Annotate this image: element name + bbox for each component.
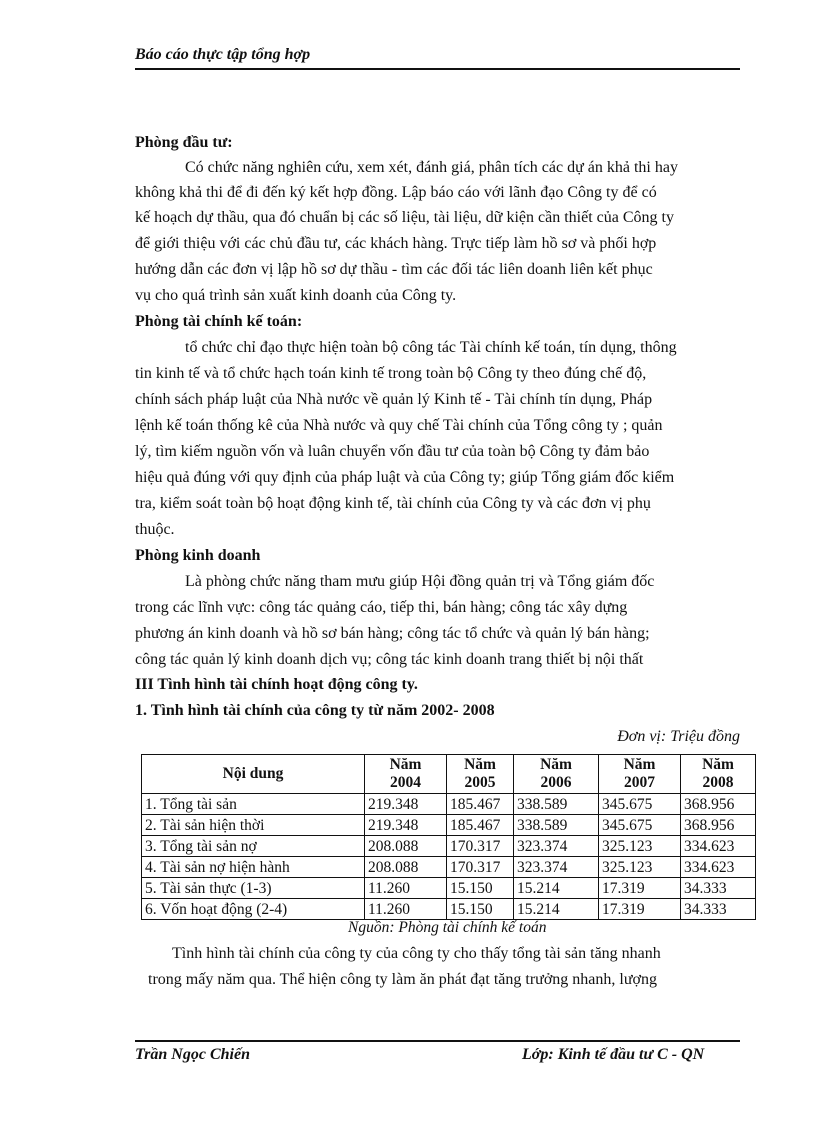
paragraph-line: tổ chức chỉ đạo thực hiện toàn bộ công tác Tài chính kế toán, tín dụng, thông [185,339,677,356]
paragraph-line: Là phòng chức năng tham mưu giúp Hội đồng quản trị và Tổng giám đốc [185,573,655,590]
table-row [142,857,756,878]
cell-value: 15.214 [514,878,599,899]
cell-value: 368.956 [681,815,756,836]
paragraph-line: Có chức năng nghiên cứu, xem xét, đánh giá, phân tích các dự án khả thi hay [185,159,678,176]
paragraph-line: thuộc. [135,521,175,538]
row-label: 1. Tổng tài sản [142,794,365,815]
header-title: Báo cáo thực tập tổng hợp [135,46,311,63]
paragraph-line: vụ cho quá trình sản xuất kinh doanh của Công ty. [135,287,457,304]
row-label: 6. Vốn hoạt động (2-4) [142,899,365,920]
paragraph-line: chính sách pháp luật của Nhà nước về quản lý Kinh tế - Tài chính tín dụng, Pháp [135,391,653,408]
paragraph-line: công tác quản lý kinh doanh dịch vụ; công tác kinh doanh trang thiết bị nội thất [135,651,644,668]
header-cell: Năm 2004 [365,755,447,794]
header-cell: Năm 2008 [681,755,756,794]
cell-value: 11.260 [365,878,447,899]
financial-table [141,754,756,920]
cell-value: 219.348 [365,815,447,836]
cell-value: 323.374 [514,836,599,857]
cell-value: 185.467 [447,794,514,815]
paragraph-line: tra, kiểm soát toàn bộ hoạt động kinh tế, tài chính của Công ty và các đơn vị phụ [135,495,651,512]
cell-value: 185.467 [447,815,514,836]
section-heading-finance: Phòng tài chính kế toán: [135,313,303,330]
cell-value: 34.333 [681,878,756,899]
cell-value: 17.319 [599,878,681,899]
section-heading-business: Phòng kinh doanh [135,547,261,564]
cell-value: 219.348 [365,794,447,815]
header-cell: Năm 2005 [447,755,514,794]
footer-divider [135,1040,740,1042]
table-row [142,815,756,836]
paragraph-line: lệnh kế toán thống kê của Nhà nước và quy chế Tài chính của Tổng công ty ; quản [135,417,663,434]
table-row [142,794,756,815]
cell-value: 345.675 [599,815,681,836]
row-label: 5. Tài sản thực (1-3) [142,878,365,899]
cell-value: 334.623 [681,836,756,857]
cell-value: 325.123 [599,836,681,857]
cell-value: 15.214 [514,899,599,920]
header-cell: Năm 2007 [599,755,681,794]
paragraph-line: để giới thiệu với các chủ đầu tư, các khách hàng. Trực tiếp làm hồ sơ và phối hợp [135,235,657,252]
paragraph-line: hướng dẫn các đơn vị lập hồ sơ dự thầu - tìm các đối tác liên doanh liên kết phục [135,261,653,278]
cell-value: 323.374 [514,857,599,878]
header-divider [135,68,740,70]
section-heading-investment: Phòng đầu tư: [135,134,233,151]
cell-value: 34.333 [681,899,756,920]
cell-value: 208.088 [365,836,447,857]
row-label: 4. Tài sản nợ hiện hành [142,857,365,878]
unit-label: Đơn vị: Triệu đồng [617,728,740,745]
header-cell: Năm 2006 [514,755,599,794]
row-label: 3. Tổng tài sản nợ [142,836,365,857]
row-label: 2. Tài sản hiện thời [142,815,365,836]
cell-value: 345.675 [599,794,681,815]
paragraph-line: tin kinh tế và tổ chức hạch toán kinh tế trong toàn bộ Công ty theo đúng chế độ, [135,365,647,382]
cell-value: 170.317 [447,857,514,878]
cell-value: 170.317 [447,836,514,857]
cell-value: 338.589 [514,794,599,815]
cell-value: 334.623 [681,857,756,878]
cell-value: 338.589 [514,815,599,836]
footer-author: Trần Ngọc Chiến [135,1046,250,1063]
table-source-note: Nguồn: Phòng tài chính kế toán [348,919,547,936]
paragraph-line: kế hoạch dự thầu, qua đó chuẩn bị các số liệu, tài liệu, dữ kiện cần thiết của Công ty [135,209,674,226]
cell-value: 325.123 [599,857,681,878]
table-row [142,878,756,899]
footer-class: Lớp: Kinh tế đầu tư C - QN [522,1046,705,1063]
cell-value: 15.150 [447,899,514,920]
paragraph-line: trong mấy năm qua. Thể hiện công ty làm ăn phát đạt tăng trưởng nhanh, lượng [148,971,657,988]
paragraph-line: trong các lĩnh vực: công tác quảng cáo, tiếp thi, bán hàng; công tác xây dựng [135,599,628,616]
cell-value: 11.260 [365,899,447,920]
paragraph-line: lý, tìm kiếm nguồn vốn và luân chuyển vốn đầu tư của toàn bộ Công ty đảm bảo [135,443,650,460]
cell-value: 208.088 [365,857,447,878]
paragraph-line: Tình hình tài chính của công ty của công ty cho thấy tổng tài sản tăng nhanh [172,945,661,962]
cell-value: 15.150 [447,878,514,899]
table-row [142,836,756,857]
subsection1-heading: 1. Tình hình tài chính của công ty từ năm 2002- 2008 [135,702,495,719]
table-row [142,899,756,920]
cell-value: 17.319 [599,899,681,920]
paragraph-line: hiệu quả đúng với quy định của pháp luật và của Công ty; giúp Tổng giám đốc kiểm [135,469,675,486]
section3-heading: III Tình hình tài chính hoạt động công ty. [135,676,418,693]
paragraph-line: phương án kinh doanh và hồ sơ bán hàng; công tác tổ chức và quản lý bán hàng; [135,625,650,642]
header-cell: Nội dung [142,755,365,794]
table-header-row [142,755,756,794]
paragraph-line: không khả thi để đi đến ký kết hợp đồng. Lập báo cáo với lãnh đạo Công ty để có [135,184,657,201]
cell-value: 368.956 [681,794,756,815]
